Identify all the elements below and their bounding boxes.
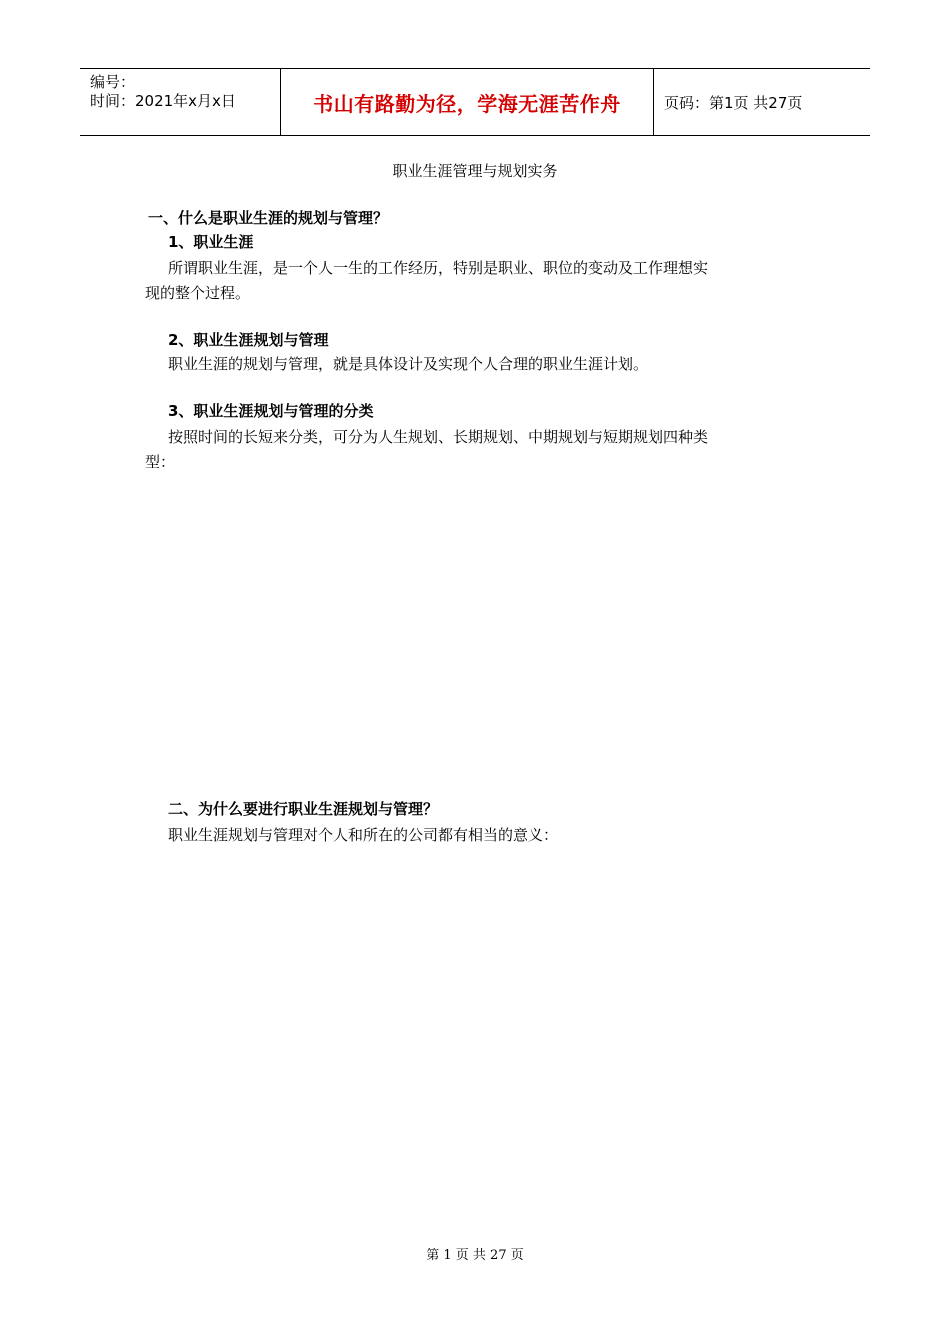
footer-page-number: 第 1 页 共 27 页 <box>426 1248 524 1263</box>
header-table <box>80 68 870 136</box>
time-label: 时间：2021年x月x日 <box>90 92 236 110</box>
serial-label: 编号： <box>90 73 136 91</box>
section1-sub1-line2: 现的整个过程。 <box>145 284 251 302</box>
section1-sub1-line1: 所谓职业生涯，是一个人一生的工作经历，特别是职业、职位的变动及工作理想实 <box>168 259 709 277</box>
section1-sub3-line2: 型： <box>145 453 176 471</box>
section1-sub3-line1: 按照时间的长短来分类，可分为人生规划、长期规划、中期规划与短期规划四种类 <box>168 428 709 446</box>
document-title: 职业生涯管理与规划实务 <box>392 162 558 180</box>
section1-heading: 一、什么是职业生涯的规划与管理？ <box>148 209 389 227</box>
header-page-cell <box>654 69 870 135</box>
section1-sub3-heading: 3、职业生涯规划与管理的分类 <box>168 402 374 420</box>
section2-line1: 职业生涯规划与管理对个人和所在的公司都有相当的意义： <box>168 826 559 844</box>
section1-sub2-heading: 2、职业生涯规划与管理 <box>168 331 329 349</box>
header-meta-cell <box>80 69 281 135</box>
section2-heading: 二、为什么要进行职业生涯规划与管理？ <box>168 800 439 818</box>
section1-sub1-heading: 1、职业生涯 <box>168 233 254 251</box>
header-motto-cell <box>281 69 654 135</box>
page-info: 页码：第1页 共27页 <box>664 93 803 112</box>
motto-text: 书山有路勤为径，学海无涯苦作舟 <box>313 91 621 116</box>
section1-sub2-line1: 职业生涯的规划与管理，就是具体设计及实现个人合理的职业生涯计划。 <box>168 355 649 373</box>
